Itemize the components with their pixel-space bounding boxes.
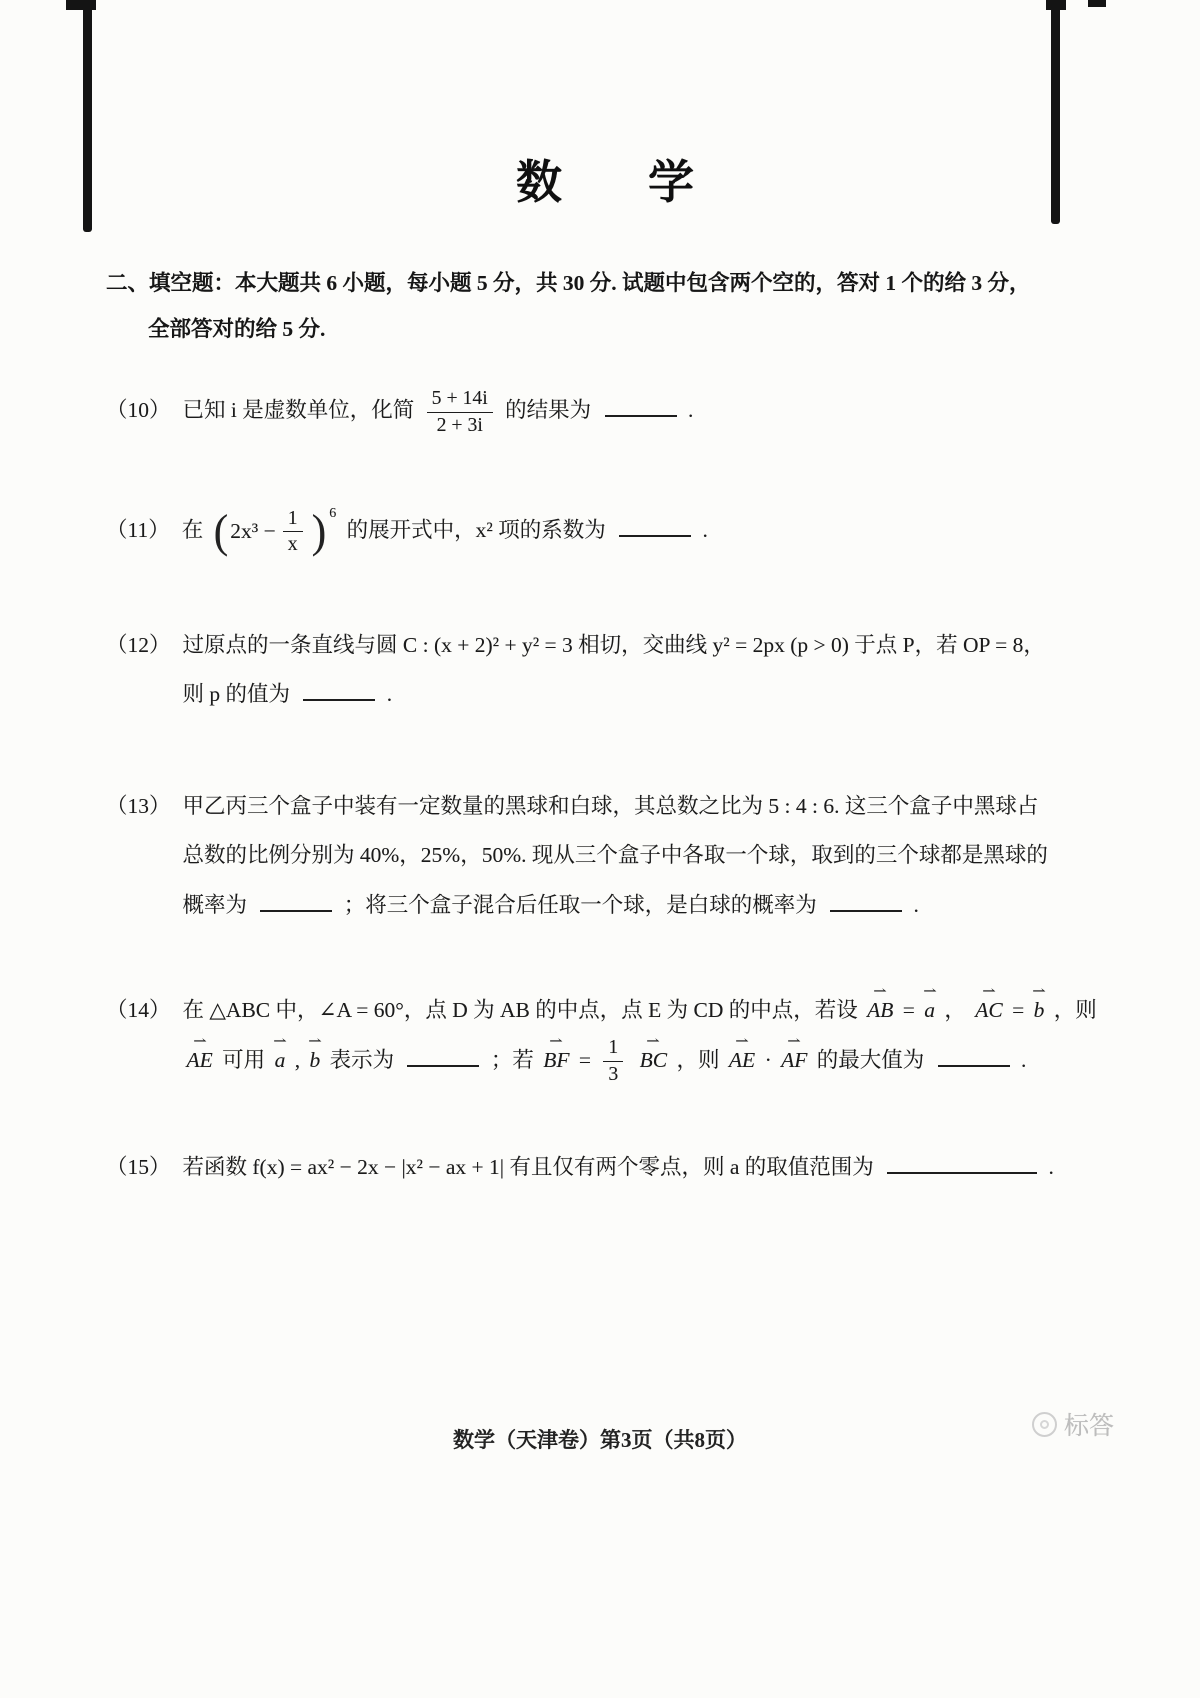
question-line: [183, 1143, 1104, 1192]
question-number: （14）: [106, 998, 171, 1023]
question-text: ，则: [1053, 998, 1097, 1023]
question-line: 甲乙丙三个盒子中装有一定数量的黑球和白球，其总数之比为 5 : 4 : 6. 这三个盒子中黑球占: [182, 793, 1039, 818]
question-text: 的最大值为: [816, 1047, 925, 1072]
vector-AC: AC ⇀: [975, 986, 1002, 1035]
scan-artifact-left-bar: [83, 0, 92, 232]
question-10: [106, 386, 1104, 437]
question-text: ；若: [490, 1047, 534, 1072]
question-number: （13）: [106, 793, 171, 818]
question-13: [106, 782, 1104, 930]
question-text: 的展开式中，x² 项的系数为: [346, 517, 606, 542]
question-line: [183, 386, 1104, 437]
section-line-1: 二、填空题：本大题共 6 小题，每小题 5 分，共 30 分. 试题中包含两个空的，答对 1 个的给 3 分，: [106, 271, 1031, 295]
question-body: [183, 782, 1104, 930]
scan-artifact-top-right-corner: [1088, 0, 1106, 7]
question-text: 则 p 的值为: [182, 682, 291, 707]
question-14: [106, 986, 1104, 1087]
equals-sign: =: [902, 998, 915, 1023]
answer-blank: [619, 517, 691, 536]
fraction-numerator: 1: [283, 507, 303, 533]
question-body: [182, 506, 1104, 557]
answer-blank: [887, 1155, 1037, 1174]
question-11: [106, 506, 1104, 557]
vector-a: a ⇀: [924, 986, 935, 1035]
question-line: [183, 670, 1104, 719]
watermark: [1032, 1406, 1114, 1442]
equals-sign: =: [578, 1047, 592, 1072]
watermark-text: 标答: [1063, 1412, 1114, 1440]
vector-AB: AB ⇀: [867, 986, 893, 1035]
question-text: 在: [181, 517, 204, 542]
question-text: .: [1021, 1047, 1027, 1072]
question-text: 的结果为: [505, 398, 592, 423]
question-body: [183, 1143, 1104, 1192]
right-paren: ): [311, 505, 327, 557]
vector-AF: AF ⇀: [781, 1036, 807, 1085]
question-text: 可用: [222, 1047, 266, 1072]
question-text: ,: [294, 1047, 301, 1072]
question-text: .: [913, 892, 919, 917]
fraction: [603, 1036, 623, 1086]
answer-blank: [605, 398, 677, 417]
fraction-denominator: 2 + 3i: [436, 414, 483, 436]
question-line: [182, 506, 1104, 557]
vector-AE: AE ⇀: [729, 1036, 755, 1085]
answer-blank: [830, 892, 902, 911]
question-line: 过原点的一条直线与圆 C : (x + 2)² + y² = 3 相切，交曲线 y² = 2px (p > 0) 于点 P，若 OP = 8，: [182, 633, 1045, 658]
fraction-denominator: 3: [608, 1063, 619, 1086]
question-line: 总数的比例分别为 40%，25%，50%. 现从三个盒子中各取一个球，取到的三个球都是黑球的: [182, 843, 1048, 868]
question-body: [183, 986, 1104, 1087]
exponent: 6: [329, 505, 337, 521]
question-text: .: [386, 682, 393, 707]
answer-blank: [260, 892, 332, 911]
question-text: .: [1048, 1154, 1054, 1179]
scan-artifact-top-left: [66, 0, 96, 10]
vector-b: b ⇀: [309, 1036, 320, 1085]
question-line: [183, 1036, 1104, 1087]
fraction-numerator: 1: [603, 1036, 623, 1062]
question-text: 在 △ABC 中，∠A = 60°，点 D 为 AB 的中点，点 E 为 CD 的中点，若设: [182, 998, 858, 1023]
question-number: （10）: [106, 398, 171, 423]
vector-a: a ⇀: [275, 1036, 286, 1085]
question-12: [106, 621, 1104, 720]
dot-product: ·: [764, 1047, 772, 1072]
fraction-numerator: 5 + 14i: [427, 387, 493, 413]
fraction-denominator: x: [287, 533, 298, 556]
watermark-logo-icon: [1032, 1412, 1057, 1437]
fraction: [427, 387, 493, 437]
left-paren: (: [213, 505, 229, 557]
section-line-2: 全部答对的给 5 分.: [148, 317, 326, 342]
page-footer: 数学（天津卷）第3页（共8页）: [453, 1428, 747, 1452]
fraction: [283, 507, 303, 557]
polynomial-term: 2x³ −: [230, 519, 276, 544]
question-text: .: [702, 517, 708, 542]
question-line: [183, 881, 1104, 930]
question-body: [183, 621, 1104, 720]
vector-AE: AE ⇀: [187, 1036, 213, 1085]
question-number: （12）: [106, 633, 171, 658]
scan-artifact-top-right: [1046, 0, 1066, 10]
answer-blank: [938, 1047, 1010, 1066]
question-number: （11）: [106, 517, 170, 542]
question-text: ；将三个盒子混合后任取一个球，是白球的概率为: [343, 892, 817, 917]
question-text: 表示为: [329, 1047, 395, 1072]
question-15: [106, 1143, 1104, 1192]
scan-artifact-right-bar: [1051, 0, 1060, 224]
page-title: 数 学: [516, 157, 714, 208]
answer-blank: [303, 682, 375, 701]
answer-blank: [407, 1047, 479, 1066]
question-text: 概率为: [182, 892, 248, 917]
vector-b: b ⇀: [1034, 986, 1045, 1035]
question-number: （15）: [106, 1154, 171, 1179]
expression-row: [228, 507, 311, 557]
question-body: [183, 386, 1104, 437]
binomial-expression: [214, 507, 337, 557]
question-text: ，: [944, 998, 966, 1023]
question-text: 若函数 f(x) = ax² − 2x − |x² − ax + 1| 有且仅有两个零点，则 a 的取值范围为: [182, 1154, 874, 1179]
question-text: ，则: [676, 1047, 720, 1072]
vector-BC: BC ⇀: [640, 1036, 667, 1085]
question-text: .: [687, 398, 694, 423]
equals-sign: =: [1012, 998, 1025, 1023]
question-text: 已知 i 是虚数单位，化简: [182, 398, 415, 423]
section-header: [106, 260, 1104, 352]
vector-BF: BF ⇀: [543, 1036, 569, 1085]
